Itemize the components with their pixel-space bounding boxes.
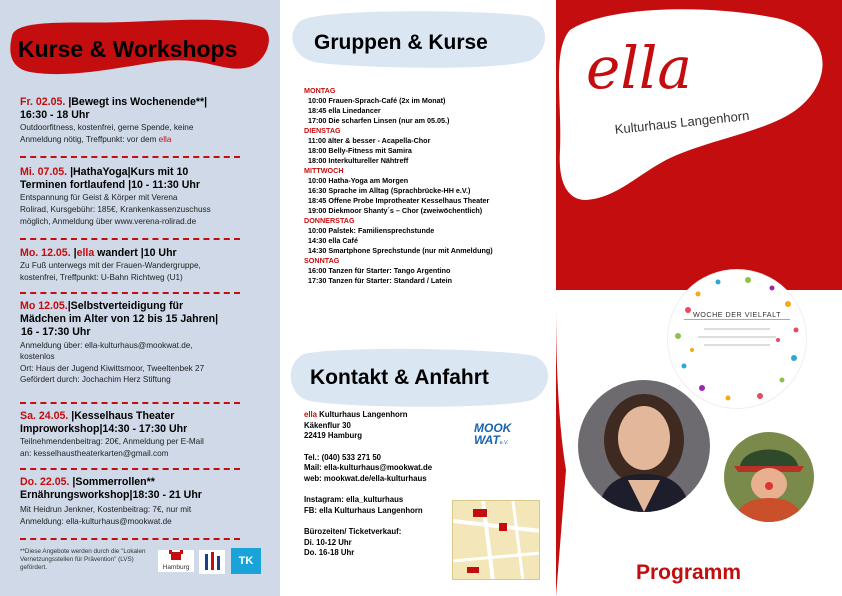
event-hathayoga xyxy=(20,166,275,227)
dashed-divider xyxy=(20,156,240,158)
schedule-item: 17:30 Tanzen für Starter: Standard / Latein xyxy=(308,276,453,285)
schedule-item: 16:30 Sprache im Alltag (Sprachbrücke-HH e.V.) xyxy=(308,186,471,195)
event-time: 16:30 - 18 Uhr xyxy=(20,109,90,122)
schedule-item: 10:00 Frauen-Sprach-Café (2x im Monat) xyxy=(308,96,446,105)
mookwat-suffix: e.V. xyxy=(499,440,509,446)
clown-icon xyxy=(724,432,814,522)
event-desc: Anmeldung nötig, Treffpunkt: vor dem xyxy=(20,135,159,144)
dashed-divider xyxy=(20,238,240,240)
schedule-item: 18:45 ella Linedancer xyxy=(308,106,381,115)
ella-mention: ella xyxy=(158,135,172,144)
phone-number: Tel.: (040) 533 271 50 xyxy=(304,452,382,462)
schedule-day: DIENSTAG xyxy=(304,126,341,135)
event-desc: Rolirad, Kursgebühr: 185€, Krankenkassenzuschuss xyxy=(20,205,211,214)
event-title: |Bewegt ins Wochenende**| xyxy=(68,96,208,108)
facebook-page[interactable]: FB: ella Kulturhaus Langenhorn xyxy=(304,505,423,515)
event-desc: Mit Heidrun Jenkner, Kostenbeitrag: 7€, nur mit xyxy=(20,505,192,515)
tk-logo: TK xyxy=(231,548,261,574)
schedule-day: MONTAG xyxy=(304,86,336,95)
event-bewegt xyxy=(20,96,275,146)
schedule-day: DONNERSTAG xyxy=(304,216,355,225)
event-desc: Zu Fuß unterwegs mit der Frauen-Wandergruppe, xyxy=(20,261,201,271)
office-hours-title: Bürozeiten/ Ticketverkauf: xyxy=(304,527,402,536)
mookwat-logo xyxy=(474,422,511,449)
event-title: Mädchen im Alter von 12 bis 15 Jahren| xyxy=(20,313,219,326)
ella-logo: ella xyxy=(586,34,693,102)
event-desc: Anmeldung über: ella-kulturhaus@mookwat.de, xyxy=(20,340,193,350)
ella-logo-subtitle: Kulturhaus Langenhorn xyxy=(614,107,750,137)
event-ella-wandert: Mo. 12.05. |ella wandert |10 Uhr Zu Fuß unterwegs mit der Frauen-Wandergruppe, kostenfrei, Treffpunkt: U-Bahn Richtweg (U1) xyxy=(20,247,275,283)
schedule-item: 10:00 Hatha-Yoga am Morgen xyxy=(308,176,409,185)
cover-panel xyxy=(556,0,842,596)
portrait-photo-woman xyxy=(578,380,710,512)
event-desc: Ort: Haus der Jugend Kiwittsmoor, Tweeltenbek 27 xyxy=(20,363,205,373)
office-hours: Do. 16-18 Uhr xyxy=(304,548,355,557)
hamburg-castle-icon xyxy=(158,550,194,562)
location-map xyxy=(452,500,540,580)
office-hours: Di. 10-12 Uhr xyxy=(304,537,352,547)
schedule-item: 14:30 ella Café xyxy=(308,236,358,245)
event-date: Mo. 12.05. xyxy=(20,247,71,259)
hamburg-logo xyxy=(158,550,194,572)
dashed-divider xyxy=(20,468,240,470)
mookwat-logo-text: WAT xyxy=(474,433,500,447)
event-desc: Entspannung für Geist & Körper mit Verena xyxy=(20,193,178,203)
funding-footnote: **Diese Angebote werden durch die "Lokalen Vernetzungsstellen für Prävention" (LVS) gefördert. xyxy=(20,548,146,571)
event-title: |Kesselhaus Theater xyxy=(71,410,175,422)
event-time: Terminen fortlaufend |10 - 11:30 Uhr xyxy=(20,179,200,192)
kurse-workshops-panel xyxy=(0,0,280,596)
schedule-item: 18:00 Belly-Fitness mit Samira xyxy=(308,146,412,155)
event-date: Mi. 07.05. xyxy=(20,166,68,178)
kurse-workshops-title: Kurse & Workshops xyxy=(18,36,238,62)
schedule-day: MITTWOCH xyxy=(304,166,344,175)
event-desc: kostenfrei, Treffpunkt: U-Bahn Richtweg (U1) xyxy=(20,272,183,282)
event-date: Sa. 24.05. xyxy=(20,410,69,422)
woche-der-vielfalt-badge xyxy=(668,270,806,408)
event-desc: kostenlos xyxy=(20,352,55,362)
event-time: Improworkshop|14:30 - 17:30 Uhr xyxy=(20,423,188,436)
event-date: Fr. 02.05. xyxy=(20,96,66,108)
portrait-photo-clown xyxy=(724,432,814,522)
schedule-item: 17:00 Die scharfen Linsen (nur am 05.05.) xyxy=(308,116,450,125)
event-desc: Gefördert durch: Jochachim Herz Stiftung xyxy=(20,375,171,385)
weekly-schedule xyxy=(304,86,554,286)
confetti-icon xyxy=(668,270,806,408)
programm-label: Programm xyxy=(636,561,742,584)
dashed-divider xyxy=(20,538,240,540)
event-kesselhaus xyxy=(20,410,275,460)
event-selbstverteidigung xyxy=(20,300,275,386)
ella-mention: ella xyxy=(76,247,95,259)
hamburg-logo-text: Hamburg xyxy=(162,564,190,571)
event-desc: an: kesselhaustheaterkarten@gmail.com xyxy=(20,449,169,458)
schedule-item: 11:00 älter & besser - Acapella-Chor xyxy=(308,136,431,145)
event-desc: Outdoorfitness, kostenfrei, gerne Spende, keine xyxy=(20,123,194,133)
event-title: wandert |10 Uhr xyxy=(94,247,177,259)
website-link[interactable]: web: mookwat.de/ella-kulturhaus xyxy=(304,473,427,483)
schedule-item: 10:00 Palstek: Familiensprechstunde xyxy=(308,226,435,235)
figures-icon xyxy=(199,550,225,574)
dashed-divider xyxy=(20,402,240,404)
instagram-handle[interactable]: Instagram: ella_kulturhaus xyxy=(304,495,404,504)
ella-mention: ella xyxy=(304,410,318,419)
badge-title: WOCHE DER VIELFALT xyxy=(684,310,790,320)
event-desc: Teilnehmendenbeitrag: 20€, Anmeldung per E-Mail xyxy=(20,437,204,447)
event-desc: Anmeldung: ella-kulturhaus@mookwat.de xyxy=(20,517,172,526)
kontakt-anfahrt-title: Kontakt & Anfahrt xyxy=(310,366,489,389)
event-time: Ernährungsworkshop|18:30 - 21 Uhr xyxy=(20,489,202,502)
schedule-item: 19:00 Diekmoor Shanty´s – Chor (zweiwöchentlich) xyxy=(308,206,483,215)
schedule-item: 16:00 Tanzen für Starter: Tango Argentino xyxy=(308,266,451,275)
event-desc: möglich, Anmeldung über www.verena-rolirad.de xyxy=(20,216,197,226)
schedule-item: 14:30 Smartphone Sprechstunde (nur mit Anmeldung) xyxy=(308,246,493,255)
event-date: Do. 22.05. xyxy=(20,476,70,488)
venue-name: Kulturhaus Langenhorn xyxy=(317,410,408,419)
event-sommerrollen xyxy=(20,476,275,528)
event-date: Mo 12.05. xyxy=(20,300,68,312)
dashed-divider xyxy=(20,292,240,294)
person-icon xyxy=(578,380,710,512)
mookwat-logo-text: MOOK xyxy=(474,421,512,435)
gruppen-kurse-title: Gruppen & Kurse xyxy=(314,31,488,54)
city-address: 22419 Hamburg xyxy=(304,431,363,440)
month-title: Mai xyxy=(616,194,680,236)
gruppen-kontakt-panel xyxy=(282,0,554,596)
map-icon xyxy=(453,501,540,580)
email-address[interactable]: Mail: ella-kulturhaus@mookwat.de xyxy=(304,463,433,472)
event-title: |Selbstverteidigung für xyxy=(67,300,184,312)
event-time: 16 - 17:30 Uhr xyxy=(21,326,91,339)
event-title: |HathaYoga|Kurs mit 10 xyxy=(70,166,189,178)
street-address: Käkenflur 30 xyxy=(304,420,351,430)
schedule-item: 18:45 Offene Probe Improtheater Kesselhaus Theater xyxy=(308,196,490,205)
schedule-day: SONNTAG xyxy=(304,256,340,265)
partner-logo xyxy=(199,550,225,574)
schedule-item: 18:00 Interkultureller Nähtreff xyxy=(308,156,409,165)
event-title: |Sommerrollen** xyxy=(72,476,155,488)
